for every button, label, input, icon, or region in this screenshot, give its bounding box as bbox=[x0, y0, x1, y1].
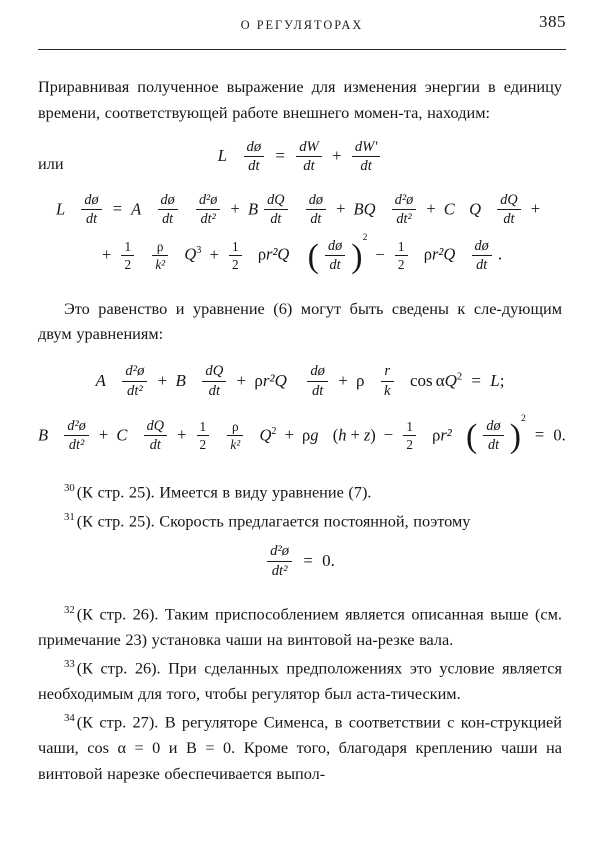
operator-plus: + bbox=[338, 371, 348, 391]
exponent-two: 2 bbox=[520, 412, 526, 424]
symbol-rho: ρ bbox=[254, 371, 263, 391]
numerator-dQ: dQ bbox=[267, 192, 285, 209]
operator-plus: + bbox=[157, 371, 168, 391]
numerator-one: 1 bbox=[231, 238, 239, 254]
equation-angular-acceleration-zero bbox=[38, 544, 562, 581]
footnote-text: (К стр. 25). Скорость предлагается постоянной, поэтому bbox=[76, 511, 471, 531]
fraction-d2phi-dt2 bbox=[196, 192, 220, 228]
symbol-Q: Q bbox=[469, 199, 481, 219]
operator-minus: − bbox=[375, 244, 385, 264]
footnote-text: (К стр. 25). Имеется в виду уравнение (7). bbox=[76, 482, 372, 502]
numerator-dphi: dø bbox=[474, 237, 489, 254]
symbol-Q: Q bbox=[363, 199, 376, 219]
numerator-one: 1 bbox=[406, 419, 413, 435]
symbol-L: L bbox=[55, 199, 66, 219]
denominator-k-squared: k² bbox=[152, 255, 168, 272]
denominator-dt: dt bbox=[202, 381, 226, 400]
fraction-one-half bbox=[403, 419, 416, 452]
denominator-dt: dt bbox=[144, 435, 167, 453]
symbol-L: L bbox=[490, 371, 500, 391]
denominator-two: 2 bbox=[197, 435, 210, 452]
numerator-dphi: dø bbox=[246, 138, 262, 155]
fraction-dphi-dt bbox=[325, 238, 345, 274]
fraction-dphi-dt bbox=[244, 139, 265, 176]
denominator-dt: dt bbox=[497, 209, 520, 227]
numerator-dphi: dø bbox=[160, 192, 175, 209]
coefficient-A: A bbox=[95, 371, 106, 391]
symbol-r-squared: r² bbox=[262, 371, 275, 391]
paragraph-reduction: Это равенство и уравнение (6) могут быть сведены к сле-дующим двум уравнениям: bbox=[38, 298, 562, 344]
relation-equals: = bbox=[534, 425, 545, 445]
numerator-dQ: dQ bbox=[205, 363, 224, 380]
exponent-two: 2 bbox=[362, 232, 368, 244]
period: . bbox=[497, 244, 502, 264]
coefficient-B: B bbox=[38, 425, 49, 445]
paren-close: ) bbox=[351, 237, 363, 275]
relation-equals: = bbox=[275, 146, 285, 166]
footnote-text: (К стр. 27). В регуляторе Сименса, в соответствии с кон-струкцией чаши, cos α = 0 и B = 0. Кроме того, благодаря креплению чаши на винтовой нарезке обеспечивается выпол- bbox=[38, 712, 562, 783]
paren-open: ( bbox=[307, 237, 319, 275]
fraction-d2phi-dt2 bbox=[64, 418, 88, 454]
numerator-d2phi: d²ø bbox=[394, 192, 414, 209]
footnote-list-upper bbox=[38, 476, 562, 534]
symbol-Q: Q bbox=[274, 371, 287, 391]
relation-equals: = bbox=[303, 551, 313, 571]
or-label: или bbox=[38, 153, 64, 173]
operator-plus: + bbox=[530, 199, 541, 219]
numerator-one: 1 bbox=[199, 419, 207, 435]
numerator-dphi: dø bbox=[327, 237, 343, 254]
fraction-dphi-dt bbox=[81, 192, 101, 228]
fraction-dQ-dt bbox=[264, 192, 287, 228]
symbol-rho: ρ bbox=[302, 425, 311, 445]
paren-close: ) bbox=[509, 417, 521, 455]
symbol-Q: Q bbox=[259, 425, 272, 445]
denominator-dt: dt bbox=[472, 255, 492, 273]
operator-plus: + bbox=[177, 425, 187, 445]
exponent-three: 3 bbox=[196, 245, 202, 257]
footnote-31 bbox=[38, 505, 562, 534]
equation-main-line1 bbox=[38, 193, 562, 229]
denominator-dt: dt bbox=[81, 209, 101, 227]
page-body bbox=[38, 52, 566, 786]
symbol-r-squared: r² bbox=[431, 244, 444, 264]
symbol-rho: ρ bbox=[356, 371, 365, 391]
operator-plus: + bbox=[102, 244, 112, 264]
denominator-dt: dt bbox=[307, 381, 328, 400]
symbol-r-squared: r² bbox=[266, 244, 278, 264]
numerator-dW: dW bbox=[299, 138, 319, 155]
value-zero: 0. bbox=[322, 551, 335, 571]
paren-close: ) bbox=[370, 425, 376, 445]
denominator-two: 2 bbox=[121, 255, 134, 272]
denominator-dt: dt bbox=[325, 255, 345, 273]
fraction-dW-dt bbox=[296, 139, 321, 176]
footnote-marker: 30 bbox=[64, 482, 75, 495]
coefficient-B: B bbox=[247, 199, 259, 219]
symbol-Q: Q bbox=[443, 244, 456, 264]
equation-energy-balance bbox=[38, 139, 562, 176]
operator-minus: − bbox=[383, 425, 394, 445]
denominator-dt: dt bbox=[483, 435, 503, 453]
operator-plus: + bbox=[336, 199, 346, 219]
fraction-dphi-dt bbox=[307, 363, 328, 400]
fraction-dphi-dt bbox=[158, 192, 178, 228]
fraction-rho-over-k2 bbox=[227, 419, 243, 452]
fraction-dphi-dt bbox=[483, 418, 503, 454]
semicolon: ; bbox=[499, 371, 505, 391]
numerator-rho: ρ bbox=[231, 419, 239, 435]
running-head-title: О РЕГУЛЯТОРАХ bbox=[240, 18, 364, 32]
operator-plus: + bbox=[284, 425, 294, 445]
footnote-32 bbox=[38, 598, 562, 652]
paren-open: ( bbox=[332, 425, 339, 445]
denominator-two: 2 bbox=[229, 255, 242, 272]
fraction-dphi-dt bbox=[306, 192, 326, 228]
symbol-rho: ρ bbox=[423, 244, 432, 264]
fraction-one-half bbox=[197, 419, 210, 452]
numerator-d2phi: d²ø bbox=[270, 543, 290, 560]
paragraph-intro: Приравнивая полученное выражение для изменения энергии в единицу времени, соответствующей работе внешнего момен-та, находим: bbox=[38, 77, 562, 122]
numerator-r: r bbox=[384, 363, 391, 380]
coefficient-B: B bbox=[175, 371, 186, 391]
denominator-dt: dt bbox=[296, 156, 321, 175]
fraction-dQ-dt bbox=[144, 418, 167, 454]
exponent-two: 2 bbox=[271, 425, 277, 437]
coefficient-A: A bbox=[131, 199, 142, 219]
footnote-marker: 32 bbox=[64, 603, 75, 616]
period: . bbox=[561, 425, 566, 445]
numerator-dphi: dø bbox=[486, 418, 501, 434]
denominator-dt2: dt² bbox=[122, 381, 147, 400]
symbol-Q: Q bbox=[444, 371, 457, 391]
operator-plus: + bbox=[230, 199, 240, 219]
denominator-k: k bbox=[381, 381, 393, 400]
group-dphi-dt-squared bbox=[307, 232, 368, 275]
numerator-dphi: dø bbox=[310, 363, 325, 380]
equation-reduced-first bbox=[38, 364, 562, 401]
footnote-marker: 34 bbox=[64, 712, 75, 725]
numerator-rho: ρ bbox=[156, 238, 164, 254]
running-head bbox=[38, 0, 566, 52]
symbol-z: z bbox=[363, 425, 371, 445]
header-rule bbox=[38, 49, 566, 51]
symbol-g: g bbox=[310, 425, 319, 445]
footnote-30 bbox=[38, 476, 562, 505]
numerator-dphi: dø bbox=[308, 192, 323, 209]
denominator-k-squared: k² bbox=[227, 435, 243, 452]
denominator-dt2: dt² bbox=[64, 435, 88, 453]
fraction-r-over-k bbox=[381, 363, 393, 400]
footnote-marker: 31 bbox=[64, 511, 75, 524]
denominator-dt: dt bbox=[352, 156, 381, 175]
symbol-L: L bbox=[217, 146, 228, 166]
symbol-r-squared: r² bbox=[440, 425, 452, 445]
denominator-two: 2 bbox=[403, 435, 416, 452]
group-dphi-dt-squared bbox=[466, 412, 526, 455]
numerator-one: 1 bbox=[124, 238, 132, 254]
equation-reduced-second bbox=[38, 412, 566, 455]
operator-plus: + bbox=[236, 371, 247, 391]
relation-equals: = bbox=[471, 371, 481, 391]
denominator-dt: dt bbox=[264, 209, 287, 227]
numerator-d2phi: d²ø bbox=[67, 418, 86, 434]
numerator-dW-prime: dW' bbox=[354, 138, 378, 155]
symbol-rho: ρ bbox=[257, 244, 267, 264]
fraction-one-half bbox=[229, 239, 242, 272]
fraction-rho-over-k2 bbox=[152, 239, 168, 272]
fraction-one-half bbox=[121, 239, 134, 272]
numerator-dQ: dQ bbox=[500, 192, 518, 209]
operator-plus: + bbox=[331, 146, 342, 166]
symbol-Q: Q bbox=[277, 244, 290, 264]
denominator-dt2: dt² bbox=[392, 209, 416, 227]
numerator-one: 1 bbox=[397, 238, 405, 254]
symbol-alpha: α bbox=[435, 371, 445, 391]
denominator-two: 2 bbox=[395, 255, 408, 272]
operator-plus: + bbox=[350, 425, 360, 445]
fraction-dphi-dt bbox=[472, 238, 492, 274]
footnote-list-lower bbox=[38, 598, 562, 787]
fraction-dQ-dt bbox=[497, 192, 520, 228]
coefficient-C: C bbox=[443, 199, 455, 219]
fraction-dQ-dt bbox=[202, 363, 226, 400]
footnote-34 bbox=[38, 706, 562, 786]
fraction-one-half bbox=[395, 239, 408, 272]
symbol-h: h bbox=[338, 425, 347, 445]
fraction-d2phi-dt2 bbox=[267, 543, 292, 580]
paren-open: ( bbox=[466, 417, 478, 455]
value-zero: 0 bbox=[553, 425, 562, 445]
denominator-dt: dt bbox=[244, 156, 265, 175]
footnote-33 bbox=[38, 652, 562, 706]
operator-plus: + bbox=[426, 199, 436, 219]
fraction-d2phi-dt2 bbox=[122, 363, 147, 400]
fraction-d2phi-dt2 bbox=[392, 192, 416, 228]
footnote-marker: 33 bbox=[64, 658, 75, 671]
coefficient-B: B bbox=[353, 199, 364, 219]
symbol-Q: Q bbox=[184, 244, 197, 264]
footnote-text: (К стр. 26). Таким приспособлением является описанная выше (см. примечание 23) установка чаши на винтовой на-резке вала. bbox=[38, 604, 562, 649]
page-number: 385 bbox=[539, 12, 566, 31]
footnote-text: (К стр. 26). При сделанных предположениях это условие является необходимым для того, чтобы регулятор был аста-тическим. bbox=[38, 658, 562, 703]
denominator-dt2: dt² bbox=[267, 561, 292, 580]
denominator-dt: dt bbox=[158, 209, 178, 227]
function-cos: cos bbox=[410, 371, 433, 391]
numerator-dQ: dQ bbox=[146, 418, 164, 434]
fraction-dWprime-dt bbox=[352, 139, 381, 176]
numerator-dphi: dø bbox=[84, 192, 99, 209]
operator-plus: + bbox=[98, 425, 109, 445]
exponent-two: 2 bbox=[456, 371, 463, 383]
operator-plus: + bbox=[209, 244, 219, 264]
numerator-d2phi: d²ø bbox=[198, 192, 218, 209]
symbol-rho: ρ bbox=[432, 425, 441, 445]
denominator-dt: dt bbox=[306, 209, 326, 227]
numerator-d2phi: d²ø bbox=[125, 363, 145, 380]
coefficient-C: C bbox=[116, 425, 128, 445]
denominator-dt2: dt² bbox=[196, 209, 220, 227]
equation-main-line2 bbox=[38, 232, 562, 275]
relation-equals: = bbox=[112, 199, 123, 219]
